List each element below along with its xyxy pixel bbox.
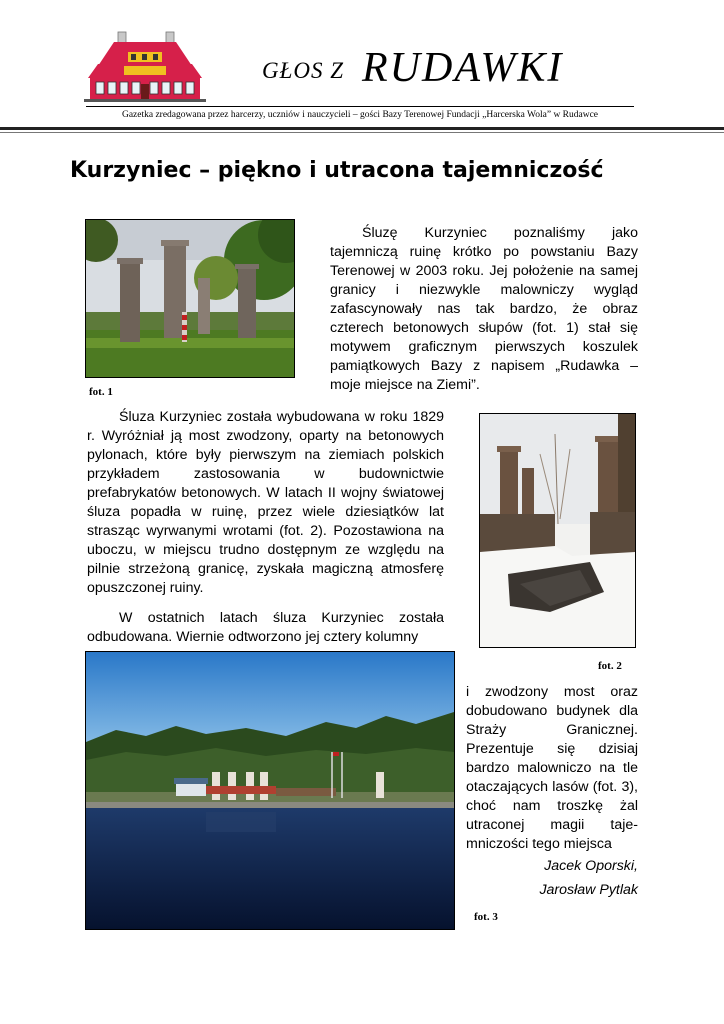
logo-house-icon (84, 30, 206, 102)
article-paragraph-2: Śluza Kurzyniec została wybudowana w roku 1829 r. Wyróżniał ją most zwodzony, oparty na betonowych pylonach, które były pierwszym na ziemiach polskich przykładem zastosowania w budownictwie prefabrykatów betonowych. W latach II wojny światowej śluza popadła w ruinę, przez wiele dziesiątków lat strasząc wyrwanymi wrotami (fot. 2). Pozostawiona na uboczu, w miejscu trudno dostępnym ze względu na pilnie strzeżoną granicę, zyskała magiczną atmosferę opuszczonej ruiny. (87, 409, 444, 596)
article-paragraph-3: W ostatnich latach śluza Kurzyniec została odbudowana. Wiernie odtworzono jej cztery kolumny (87, 610, 444, 645)
article-headline: Kurzyniec – piękno i utracona tajemniczość (70, 158, 604, 183)
header-rule-thin (0, 132, 724, 133)
caption-fot3: fot. 3 (474, 911, 498, 923)
photo-ruins-winter (479, 413, 636, 648)
masthead-glos: GŁOS Z (262, 58, 345, 83)
masthead-divider (86, 106, 634, 107)
caption-fot1: fot. 1 (89, 386, 113, 398)
header-rule (0, 127, 724, 130)
masthead-rudawki: RUDAWKI (362, 45, 564, 91)
article-paragraph-1: Śluzę Kurzyniec poznaliśmy jako tajemniczą ruinę krótko po powstaniu Bazy Terenowej w 2003 roku. Jej położenie na samej granicy i niezwykle malowniczy wygląd zafascynowały nas tak bardzo, że obraz czterech betonowych słupów (fot. 1) stał się motywem graficznym pierwszych koszulek pamiątkowych Bazy z napisem „Rudawka – moje miejsce na Ziemi”. (330, 225, 638, 393)
author-2: Jarosław Pytlak (539, 882, 638, 898)
photo-pillars-summer (85, 219, 295, 378)
caption-fot2: fot. 2 (598, 660, 622, 672)
masthead-subtitle: Gazetka zredagowana przez harcerzy, uczniów i nauczycieli – gości Bazy Terenowej Fundacji „Harcerska Wola” w Rudawce (121, 110, 599, 120)
photo-reconstructed-lock (85, 651, 455, 930)
author-1: Jacek Oporski, (544, 858, 638, 874)
article-paragraph-4: i zwodzony most oraz dobudowano budynek dla Straży Granicznej. Prezentuje się dzisiaj bardzo malowniczo na tle otaczających lasów (fot. 3), choć nam troszkę żal utraconej magii taje-mniczości tego miejsca (466, 684, 638, 852)
